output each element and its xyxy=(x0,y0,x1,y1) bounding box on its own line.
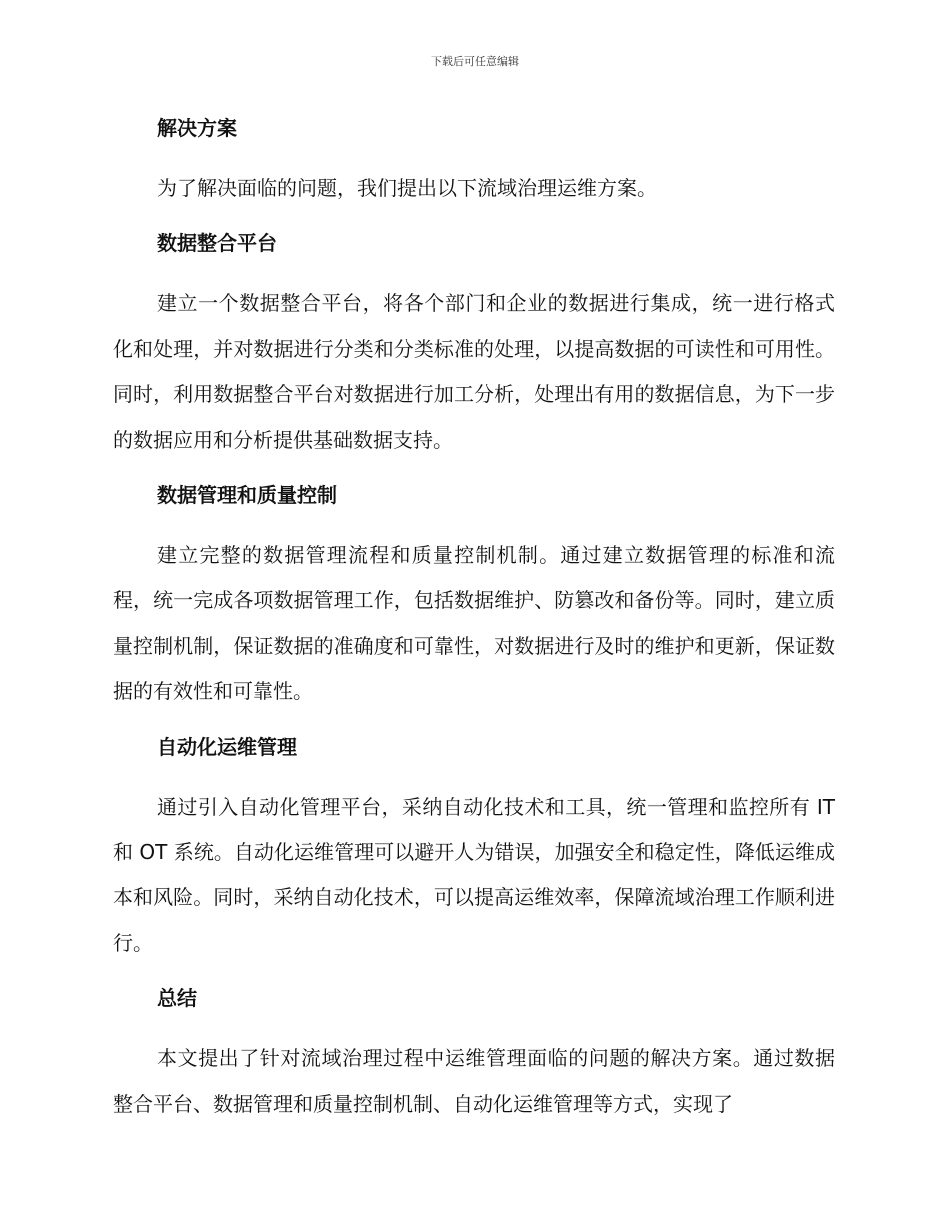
section-heading-data-platform: 数据整合平台 xyxy=(157,231,277,256)
section-heading-summary: 总结 xyxy=(157,986,197,1011)
section-paragraph-data-platform: 建立一个数据整合平台，将各个部门和企业的数据进行集成，统一进行格式化和处理，并对数据进行分类和分类标准的处理，以提高数据的可读性和可用性。同时，利用数据整合平台对数据进行加工分析，处理出有用的数据信息，为下一步的数据应用和分析提供基础数据支持。 xyxy=(113,291,835,452)
section-paragraph-summary: 本文提出了针对流域治理过程中运维管理面临的问题的解决方案。通过数据整合平台、数据管理和质量控制机制、自动化运维管理等方式，实现了 xyxy=(113,1046,835,1116)
document-body xyxy=(113,112,835,1127)
page-header: 下载后可任意编辑 xyxy=(431,55,519,68)
section-heading-automation: 自动化运维管理 xyxy=(157,734,297,759)
section-paragraph-solution: 为了解决面临的问题，我们提出以下流域治理运维方案。 xyxy=(157,176,657,200)
section-heading-solution: 解决方案 xyxy=(157,116,237,140)
section-paragraph-data-quality: 建立完整的数据管理流程和质量控制机制。通过建立数据管理的标准和流程，统一完成各项数据管理工作，包括数据维护、防篡改和备份等。同时，建立质量控制机制，保证数据的准确度和可靠性，对数据进行及时的维护和更新，保证数据的有效性和可靠性。 xyxy=(113,543,835,704)
section-paragraph-automation: 通过引入自动化管理平台，采纳自动化技术和工具，统一管理和监控所有 IT 和 OT 系统。自动化运维管理可以避开人为错误，加强安全和稳定性，降低运维成本和风险。同时，采纳自动化技术，可以提高运维效率，保障流域治理工作顺利进行。 xyxy=(113,794,835,955)
section-heading-data-quality: 数据管理和质量控制 xyxy=(157,483,337,508)
